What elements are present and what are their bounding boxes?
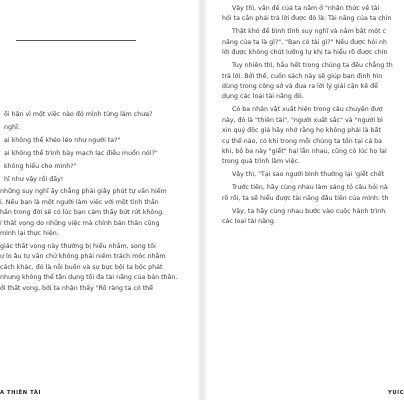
right-line-7: trả lời. Bởi thế, cuốn sách này sẽ giúp bạn định hìn xyxy=(222,72,383,80)
left-line-16: ởi thất vọng, bởi ta nhận thấy "Rõ ràng ta có thể xyxy=(0,284,154,292)
chapter-divider-rule xyxy=(16,40,136,41)
left-page-body xyxy=(0,110,190,294)
book-gutter xyxy=(198,0,206,400)
left-line-6: hĩ như vậy rồi đấy! xyxy=(4,175,64,183)
left-running-footer: A THIÊN TÀI xyxy=(0,390,42,396)
right-line-10: Có ba nhân vật xuất hiện trong câu chuyện đượ xyxy=(232,106,383,114)
right-line-20: các loại tài năng. xyxy=(222,218,276,226)
right-line-2: hỏi ta cần phải trả lời được đó là: Tài năng của ta chín xyxy=(222,15,392,23)
right-line-9: dụng các loại tài năng đó. xyxy=(222,93,304,101)
left-line-3: ại không thể khéo léo như người ta?" xyxy=(4,136,121,144)
left-line-4: ại không thể trình bày mạch lạc điều muốn nói?" xyxy=(4,149,158,157)
right-line-18: rõ rồi, ta sẽ hiểu được tài năng đâu tiên của mình: th xyxy=(222,194,389,202)
right-line-6: Tuy nhiên thì, hầu hết trong chúng ta đều chẳng th xyxy=(232,62,393,70)
left-line-5: không hiểu cho mình?" xyxy=(4,162,77,170)
left-line-8: i. Nếu bạn là một người làm việc với một tinh thần xyxy=(0,198,159,206)
left-line-9: hần trong đời sẽ có lúc bạn cảm thấy bứt rứt không xyxy=(0,209,163,217)
right-line-1: Vậy thì, vấn đề của ta nằm ở "nhận thức về tài xyxy=(232,5,380,12)
left-page xyxy=(0,0,198,400)
left-line-1: ối hận vì một việc nào đó mình từng làm chưa? xyxy=(4,111,153,118)
left-line-13: ự lo âu tự vấn chứ không phải niềm trách móc nhằm xyxy=(0,253,166,261)
right-line-13: cụ thể nào, có khi trong mỗi chúng ta tồn tại cả ba xyxy=(222,137,383,145)
left-line-10: i thất vọng do những việc mà chính bản thân cũng xyxy=(0,219,160,227)
right-line-3: Thật khó để bình tĩnh suy nghĩ và nắm bắt một c xyxy=(232,28,387,36)
right-line-4: năng của ta là gì?", "Bạn có tài gì?" Nếu được hỏi nh xyxy=(222,38,387,46)
right-line-17: Trước tiên, hãy cùng nhau làm sáng tỏ câu hỏi nà xyxy=(232,184,388,192)
left-line-11: mình lại thực hiện. xyxy=(0,230,59,238)
right-line-19: Vậy, ta hãy cùng nhau bước vào cuộc hành trình xyxy=(232,207,386,215)
right-page-body xyxy=(222,4,400,228)
right-running-footer: YUIC xyxy=(388,390,404,396)
right-line-5: lời được không chút lưỡng lự khi ta hiểu rõ được chín xyxy=(222,49,388,57)
right-line-11: này, đó là "thiên tài", "người xuất sắc" và "người bì xyxy=(222,116,383,124)
right-line-14: khi, bộ ba này "giết" hại lẫn nhau, cũng có lúc họ lại xyxy=(222,148,387,156)
left-line-2: nghĩ: xyxy=(4,123,20,131)
right-line-15: trong quá trình làm việc. xyxy=(222,158,300,166)
right-line-8: dùng trong công sở và đưa ra lời lý giải cặn kẽ để xyxy=(222,83,378,91)
right-line-12: xin quý độc giả hãy nhớ rằng họ không phải là bất xyxy=(222,127,381,135)
left-line-12: giác thất vọng này thường bị hiểu nhầm, song tôi xyxy=(0,242,156,250)
left-line-14: cách khác, đó là nỗi buồn và sự bực bội ta bộc phát xyxy=(0,263,163,271)
right-line-16: Vậy thì, "Tại sao người bình thường lại 'giết chết xyxy=(232,171,385,179)
left-line-7: những suy nghĩ ấy chẳng phải giây phút tự vấn hiếm xyxy=(0,188,167,196)
left-line-15: nhưng không thể tận dụng tối đa tài năng của bản thân. xyxy=(0,274,178,282)
